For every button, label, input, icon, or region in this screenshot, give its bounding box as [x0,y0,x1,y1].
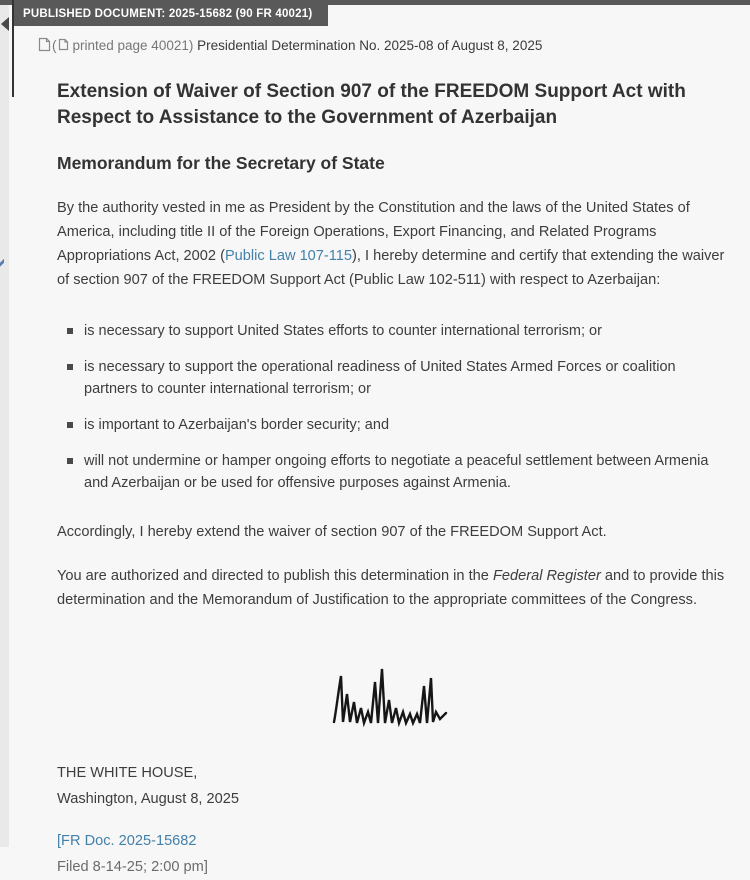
list-item: is necessary to support the operational readiness of United States Armed Forces or coalition partners to counter international terrorism; or [67,356,729,400]
washington-date-line: Washington, August 8, 2025 [57,791,240,807]
filing-block [57,828,729,880]
publish-text-after-italic: and to provide this determination and the Memorandum of Justification to the appropriate committees of the Congress. [57,568,725,608]
intro-paragraph [57,196,729,292]
published-document-banner-label: PUBLISHED DOCUMENT: 2025-15682 (90 FR 40021) [23,7,313,20]
memorandum-subtitle: Memorandum for the Secretary of State [57,153,385,173]
publish-paragraph [57,564,729,612]
list-item: is necessary to support United States efforts to counter international terrorism; or [67,320,729,342]
left-gutter [0,0,9,847]
determination-title: Presidential Determination No. 2025-08 of August 8, 2025 [197,37,543,53]
list-item: will not undermine or hamper ongoing efforts to negotiate a peaceful settlement between Armenia and Azerbaijan or be used for offensive purposes against Armenia. [67,450,729,494]
waiver-conditions-list [57,320,729,494]
presidential-signature-image [328,656,458,738]
white-house-line: THE WHITE HOUSE, [57,765,198,781]
document-page-icon[interactable] [38,37,51,55]
published-document-banner [14,0,328,26]
collapse-panel-arrow-icon[interactable] [1,17,9,31]
signoff-block [57,760,729,812]
clipped-sidebar-icon-fragment [0,258,4,270]
printed-page-note: printed page 40021) [72,37,194,53]
list-item: is important to Azerbaijan's border security; and [67,414,729,436]
public-law-link[interactable]: Public Law 107-115 [224,248,353,264]
fr-doc-link[interactable]: [FR Doc. 2025-15682 [57,833,197,849]
document-content [52,36,729,880]
publish-text-before-italic: You are authorized and directed to publish this determination in the [57,568,493,584]
page-note-open-paren: ( [52,37,57,53]
intro-text-after-link: ), I hereby determine and certify that extending the waiver of section 907 of the FREEDOM Support Act (Public Law 102-511) with respect to Azerbaijan: [57,248,725,288]
filed-date-line: Filed 8-14-25; 2:00 pm] [57,859,208,875]
printed-page-line [38,36,729,54]
signature-block [57,656,729,738]
accordingly-paragraph: Accordingly, I hereby extend the waiver of section 907 of the FREEDOM Support Act. [57,524,607,540]
printed-page-icon [58,38,69,54]
document-title: Extension of Waiver of Section 907 of the FREEDOM Support Act with Respect to Assistance to the Government of Azerbaijan [57,81,686,128]
federal-register-italic: Federal Register [492,568,601,584]
intro-text-before-link: By the authority vested in me as President by the Constitution and the laws of the United States of America, including title II of the Foreign Operations, Export Financing, and Related Programs Appropriations Act, 2002 ( [57,200,690,264]
